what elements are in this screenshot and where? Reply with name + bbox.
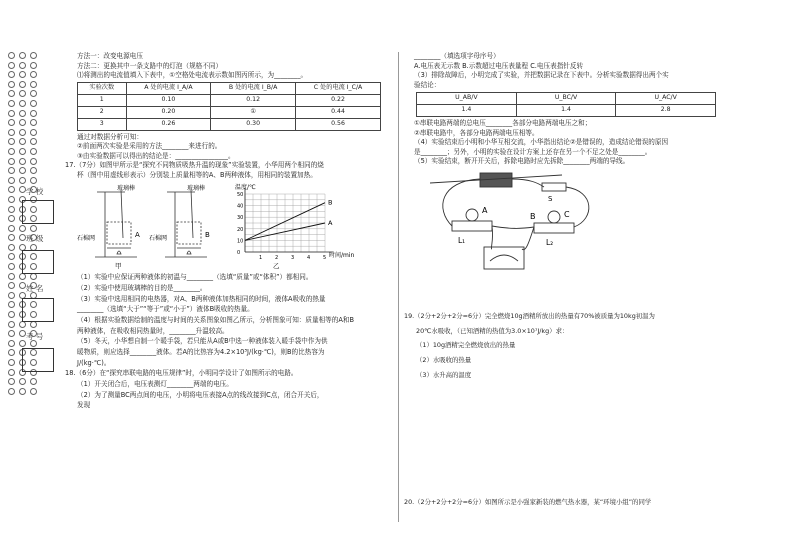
table-header-cell: B 处的电流 I_B/A	[211, 82, 296, 94]
table-header-cell: U_AC/V	[616, 93, 716, 105]
right-column	[404, 52, 776, 506]
binding-hole-icon	[8, 349, 15, 356]
text-line: 暖物质，则应选择________液体。若A的比热容为4.2×10³J/(kg·℃)，则B的比热容为	[77, 348, 325, 357]
binding-hole-icon	[19, 282, 26, 289]
text-line: ________（填选项字母序号）	[414, 52, 500, 60]
binding-hole-icon	[19, 378, 26, 385]
binding-hole-icon	[8, 158, 15, 165]
table-cell: 1.4	[516, 105, 616, 117]
temperature-graph	[237, 188, 333, 261]
binding-hole-icon	[8, 100, 15, 107]
y-tick-label: 20	[237, 227, 244, 234]
y-tick-label: 0	[237, 250, 241, 257]
binding-hole-icon	[8, 311, 15, 318]
circuit-diagram	[430, 169, 610, 279]
question-20: 20.（2分+2分+2分=6分）如图所示是小强家新装的燃气热水器，某“环境小组”的同学	[404, 498, 652, 506]
binding-hole-icon	[30, 148, 37, 155]
binding-hole-icon	[19, 110, 26, 117]
table-header-cell: U_AB/V	[417, 93, 517, 105]
text-line: ________（选填“大于”“等于”或“小于”）液体B吸收的热量。	[77, 305, 254, 314]
table-header-cell: A 处的电流 I_A/A	[126, 82, 211, 94]
binding-hole-icon	[19, 52, 26, 59]
voltmeter-icon	[484, 247, 524, 269]
graph-x-label: 时间/min	[329, 252, 355, 260]
text-line: （3）实验中选用相同的电热器，对A、B两种液体加热相同的时间，液体A吸收的热量	[77, 294, 326, 303]
binding-hole-icon	[8, 359, 15, 366]
text-line: 杯（图中用虚线形表示）分别装上质量相等的A、B两种液体，用相同的装置加热。	[77, 170, 317, 179]
binding-hole-icon	[30, 225, 37, 232]
binding-hole-row	[8, 129, 64, 137]
binding-hole-icon	[19, 186, 26, 193]
binding-hole-icon	[8, 369, 15, 376]
left-mid-text	[65, 132, 395, 181]
x-tick-label: 5	[323, 255, 327, 262]
voltage-table	[416, 92, 716, 117]
table-cell: 0.56	[296, 118, 381, 130]
text-line: ③由实验数据可以得出的结论是：________________。	[77, 151, 235, 160]
binding-hole-icon	[8, 282, 15, 289]
binding-hole-icon	[8, 71, 15, 78]
binding-hole-icon	[8, 129, 15, 136]
table-header-row	[417, 93, 716, 105]
class-label: 班 级	[26, 234, 44, 243]
table-cell: 0.26	[126, 118, 211, 130]
text-line: 是________；另外，小明的实验在设计方案上还存在另一个不足之处是________。	[414, 147, 652, 156]
binding-hole-row	[8, 52, 64, 60]
question-19	[404, 309, 776, 383]
table-cell: 1.4	[417, 105, 517, 117]
exam-no-box	[22, 348, 54, 372]
right-mid-text	[414, 119, 776, 167]
binding-hole-icon	[8, 62, 15, 69]
binding-hole-row	[8, 388, 64, 396]
table-row	[78, 106, 381, 118]
name-box	[22, 298, 54, 322]
school-box	[22, 200, 54, 224]
binding-hole-icon	[19, 340, 26, 347]
binding-hole-icon	[30, 52, 37, 59]
binding-hole-row	[8, 167, 64, 175]
binding-hole-icon	[8, 253, 15, 260]
binding-hole-icon	[30, 388, 37, 395]
text-line: J/(kg·℃)。	[77, 358, 111, 367]
binding-hole-icon	[8, 90, 15, 97]
binding-hole-icon	[19, 148, 26, 155]
binding-hole-icon	[19, 330, 26, 337]
binding-hole-row	[8, 148, 64, 156]
binding-hole-row	[8, 225, 64, 233]
table-header-row	[78, 82, 381, 94]
x-tick-label: 1	[259, 255, 263, 262]
binding-hole-icon	[30, 81, 37, 88]
text-line: 两种液体，在吸收相同热量时，________升温较高。	[77, 326, 229, 335]
binding-hole-icon	[8, 138, 15, 145]
right-top-text	[404, 52, 776, 90]
y-tick-label: 30	[237, 215, 244, 222]
binding-hole-icon	[8, 273, 15, 280]
binding-hole-icon	[8, 225, 15, 232]
x-tick-label: 4	[307, 255, 311, 262]
column-divider	[398, 52, 399, 522]
text-line: （5）冬天，小华想自制一个暖手袋，若只能从A或B中选一种液体装入暖手袋中作为供	[77, 337, 328, 346]
text-line: 方法一：改变电源电压	[77, 52, 143, 60]
text-line: ⑴将测出的电流值填入下表中，①空格处电流表示数如图丙所示，为________。	[77, 71, 308, 80]
binding-hole-row	[8, 90, 64, 98]
binding-hole-row	[8, 100, 64, 108]
current-table	[77, 82, 381, 131]
text-line: 18.（6分）在“探究串联电路的电压规律”时，小明同学设计了如图所示的电路。	[65, 369, 298, 378]
table-cell: 0.12	[211, 94, 296, 106]
binding-hole-icon	[30, 100, 37, 107]
left-top-text	[77, 52, 395, 81]
point-a-label: A	[482, 205, 488, 215]
binding-hole-icon	[8, 148, 15, 155]
lamp-l2-base	[534, 223, 574, 233]
binding-hole-icon	[19, 225, 26, 232]
binding-hole-icon	[19, 129, 26, 136]
table-cell: 1	[78, 94, 127, 106]
lamp-l2-label: L₂	[546, 237, 554, 247]
binding-hole-icon	[8, 330, 15, 337]
text-line: A.电压表无示数 B.示数超过电压表量程 C.电压表指针反转	[414, 61, 584, 70]
rod-label: 玻璃棒	[117, 185, 136, 193]
series-label-b: B	[328, 199, 333, 208]
text-line: 19.（2分+2分+2分=6分）完全燃烧10g酒精所放出的热量有70%被质量为10kg初温为	[404, 311, 655, 320]
binding-hole-icon	[30, 378, 37, 385]
text-line: ②串联电路中，各部分电路两端电压相等。	[414, 128, 539, 137]
binding-hole-icon	[8, 206, 15, 213]
binding-hole-icon	[8, 234, 15, 241]
text-line: （1）10g酒精完全燃烧放出的热量	[416, 341, 516, 350]
text-line: ①串联电路两端的总电压________各部分电路两端电压之和；	[414, 119, 592, 128]
binding-hole-icon	[19, 158, 26, 165]
binding-hole-icon	[30, 119, 37, 126]
binding-hole-icon	[30, 177, 37, 184]
table-row	[417, 105, 716, 117]
point-b-label: B	[530, 211, 536, 221]
binding-hole-icon	[8, 196, 15, 203]
table-row	[78, 118, 381, 130]
name-label: 姓 名	[26, 284, 44, 293]
switch-s-label: S	[548, 194, 553, 203]
table-cell: 3	[78, 118, 127, 130]
binding-hole-icon	[8, 167, 15, 174]
figure-label-jia: 甲	[115, 262, 122, 271]
text-line: （2）为了测量BC两点间的电压，小明将电压表接A点的线改接到C点，闭合开关后，	[77, 390, 324, 399]
school-label: 学 校	[26, 187, 44, 196]
binding-hole-icon	[19, 62, 26, 69]
binding-hole-icon	[8, 186, 15, 193]
binding-hole-icon	[8, 215, 15, 222]
binding-hole-icon	[30, 62, 37, 69]
net-label: 石棉网	[149, 235, 168, 243]
liquid-a-label: A	[135, 231, 140, 240]
text-line: 发现	[77, 401, 91, 410]
binding-hole-row	[8, 110, 64, 118]
binding-hole-icon	[8, 263, 15, 270]
binding-hole-icon	[30, 167, 37, 174]
text-line: 17.（7分）如图甲所示是“探究不同物质吸热升温的现象”实验装置，小华用两个相同的烧	[65, 161, 324, 170]
binding-holes	[8, 52, 64, 397]
binding-hole-icon	[8, 340, 15, 347]
binding-hole-icon	[30, 138, 37, 145]
series-label-a: A	[328, 219, 333, 228]
binding-hole-icon	[30, 90, 37, 97]
binding-hole-row	[8, 62, 64, 70]
apparatus-jia	[95, 190, 137, 257]
x-tick-label: 2	[275, 255, 279, 262]
binding-hole-icon	[19, 388, 26, 395]
liquid-b-label: B	[205, 231, 210, 240]
lamp-l1-icon	[466, 209, 478, 221]
binding-hole-icon	[8, 321, 15, 328]
binding-hole-icon	[19, 81, 26, 88]
binding-hole-icon	[30, 158, 37, 165]
binding-hole-icon	[19, 90, 26, 97]
table-row	[78, 94, 381, 106]
binding-hole-icon	[8, 52, 15, 59]
binding-hole-row	[8, 138, 64, 146]
binding-hole-row	[8, 378, 64, 386]
binding-hole-icon	[19, 138, 26, 145]
binding-hole-row	[8, 81, 64, 89]
table-cell: 2.8	[616, 105, 716, 117]
text-line: 通过对数据分析可知：	[77, 132, 143, 141]
text-line: （2）实验中使用玻璃棒的目的是________。	[77, 284, 207, 293]
text-line: 方法二：更换其中一条支路中的灯泡（规格不同）	[77, 61, 223, 70]
table-header-cell: U_BC/V	[516, 93, 616, 105]
binding-hole-icon	[19, 119, 26, 126]
binding-hole-icon	[8, 119, 15, 126]
binding-hole-row	[8, 71, 64, 79]
figure-17	[77, 182, 377, 272]
binding-hole-icon	[30, 71, 37, 78]
binding-hole-icon	[8, 388, 15, 395]
text-line: ②前面两次实验是采用的方法________来进行的。	[77, 142, 222, 151]
binding-hole-icon	[8, 177, 15, 184]
binding-hole-icon	[19, 100, 26, 107]
class-box	[22, 250, 54, 274]
table-header-cell: 实验次数	[78, 82, 127, 94]
text-line: （5）实验结束，断开开关后，拆除电路时应先拆除________两端的导线。	[414, 157, 630, 166]
lamp-l1-base	[452, 221, 492, 231]
table-header-cell: C 处的电流 I_C/A	[296, 82, 381, 94]
table-cell: ①	[211, 106, 296, 118]
binding-hole-icon	[8, 292, 15, 299]
binding-hole-icon	[19, 234, 26, 241]
table-cell: 0.30	[211, 118, 296, 130]
table-cell: 0.22	[296, 94, 381, 106]
point-c-label: C	[564, 209, 570, 219]
text-line: （2）水吸收的热量	[416, 356, 472, 365]
x-tick-label: 3	[291, 255, 295, 262]
binding-hole-icon	[19, 71, 26, 78]
y-tick-label: 10	[237, 238, 244, 245]
binding-hole-icon	[8, 244, 15, 251]
binding-hole-row	[8, 177, 64, 185]
table-cell: 2	[78, 106, 127, 118]
binding-hole-icon	[8, 110, 15, 117]
binding-hole-icon	[19, 177, 26, 184]
left-column	[65, 52, 395, 411]
binding-hole-icon	[8, 81, 15, 88]
table-cell: 0.44	[296, 106, 381, 118]
table-cell: 0.20	[126, 106, 211, 118]
text-line: （3）水升高的温度	[416, 370, 472, 379]
text-line: 验结论：	[414, 80, 441, 89]
text-line: 20℃水吸收，（已知酒精的热值为3.0×10⁷J/kg）求：	[416, 326, 569, 335]
text-line: （1）开关闭合后，电压表测灯________两端的电压。	[77, 380, 233, 389]
net-label: 石棉网	[77, 235, 96, 243]
y-tick-label: 40	[237, 203, 244, 210]
text-line: （4）实验结束后小明和小华互相交流，小华指出结论②是错误的，造成结论错误的原因	[414, 138, 669, 147]
binding-hole-row	[8, 158, 64, 166]
table-cell: 0.10	[126, 94, 211, 106]
lamp-l1-label: L₁	[458, 235, 466, 245]
binding-hole-icon	[8, 301, 15, 308]
y-tick-label: 50	[237, 192, 244, 199]
text-line: （3）排除故障后，小明完成了实验，并把数据记录在下表中。分析实验数据得出两个实	[414, 71, 669, 80]
lamp-l2-icon	[548, 211, 560, 223]
apparatus-yi	[165, 190, 207, 257]
graph-y-label: 温度/℃	[235, 184, 256, 192]
binding-hole-icon	[30, 110, 37, 117]
figure-label-yi: 乙	[273, 262, 280, 271]
binding-hole-icon	[19, 167, 26, 174]
rod-label: 玻璃棒	[187, 185, 206, 193]
left-bottom-text	[65, 272, 395, 411]
binding-hole-row	[8, 119, 64, 127]
switch-base	[542, 183, 566, 191]
text-line: （4）根据实验数据绘制的温度与时间的关系图象如图乙所示，分析图象可知：质量相等的A和B	[77, 316, 354, 325]
binding-hole-icon	[30, 129, 37, 136]
binding-hole-icon	[8, 378, 15, 385]
exam-no-label: 考 号	[26, 332, 44, 341]
text-line: （1）实验中应保证两种液体的初温与________（选填“质量”或“体积”）都相同。	[77, 273, 313, 282]
